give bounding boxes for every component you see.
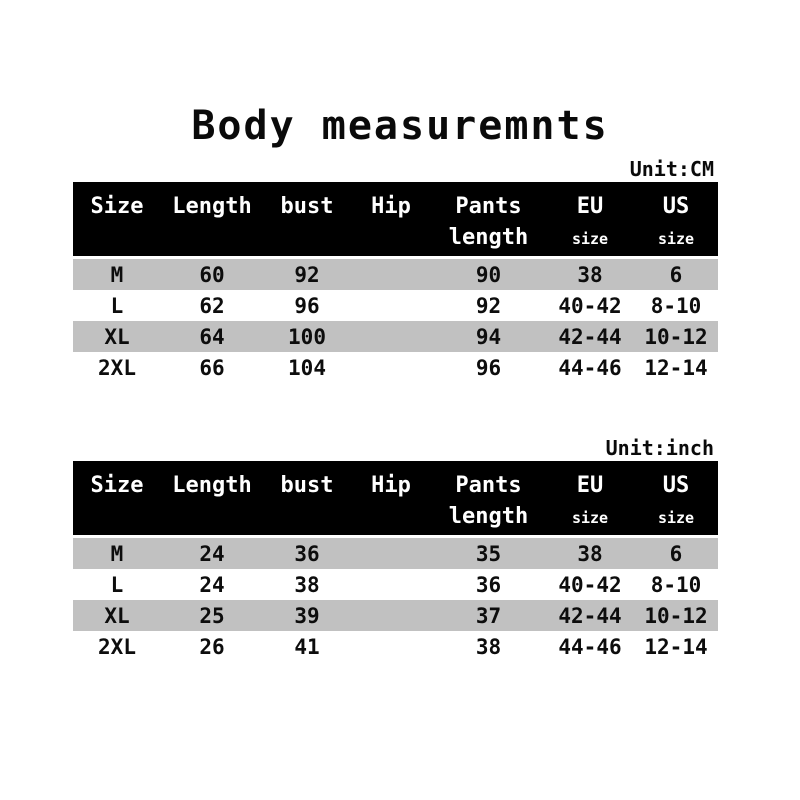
col-header-sublabel <box>351 224 431 256</box>
col-header-hip <box>351 461 431 537</box>
cell-eu-size: 44-46 <box>558 355 622 380</box>
col-header-label: bust <box>280 473 334 498</box>
cell-size: XL <box>104 603 130 628</box>
col-header-label: Pants <box>455 194 522 219</box>
cell-us-size: 8-10 <box>650 293 702 318</box>
col-header-pants-length <box>431 461 546 537</box>
col-header-label: EU <box>576 194 604 219</box>
table-row <box>73 321 718 352</box>
col-header-sublabel: size <box>657 230 695 248</box>
table-row <box>73 537 718 570</box>
col-header-sublabel <box>161 224 263 256</box>
table-row <box>73 352 718 383</box>
cell-us-size: 10-12 <box>644 324 708 349</box>
cell-us-size: 8-10 <box>650 572 702 597</box>
cell-us-size: 12-14 <box>644 634 708 659</box>
col-header-sublabel: length <box>448 504 529 529</box>
cell-size: 2XL <box>98 634 136 659</box>
cell-length: 66 <box>199 355 225 380</box>
col-header-sublabel <box>263 224 351 256</box>
cell-pants-length: 92 <box>475 293 502 318</box>
col-header-size <box>73 182 161 258</box>
cell-bust: 36 <box>294 541 320 566</box>
col-header-label: Hip <box>371 473 411 498</box>
col-header-sublabel <box>161 503 263 535</box>
cell-length: 25 <box>199 603 225 628</box>
cell-eu-size: 44-46 <box>558 634 622 659</box>
cell-pants-length: 90 <box>475 262 502 287</box>
table-row <box>73 569 718 600</box>
cell-us-size: 12-14 <box>644 355 708 380</box>
table-row <box>73 258 718 291</box>
cell-eu-size: 40-42 <box>558 293 622 318</box>
cell-length: 26 <box>199 634 225 659</box>
cell-bust: 41 <box>294 634 320 659</box>
col-header-sublabel: length <box>448 225 529 250</box>
col-header-us-size <box>634 182 718 258</box>
cell-hip <box>351 600 431 631</box>
cell-hip <box>351 569 431 600</box>
size-table-inch-section <box>73 435 718 662</box>
cell-bust: 92 <box>294 262 320 287</box>
cell-size: L <box>110 293 124 318</box>
col-header-label: bust <box>280 194 334 219</box>
cell-hip <box>351 321 431 352</box>
col-header-label: US <box>662 194 690 219</box>
cell-bust: 96 <box>294 293 320 318</box>
size-table-cm <box>73 182 718 383</box>
col-header-label: Length <box>172 473 252 498</box>
cell-eu-size: 38 <box>577 262 603 287</box>
cell-hip <box>351 352 431 383</box>
cell-us-size: 10-12 <box>644 603 708 628</box>
col-header-size <box>73 461 161 537</box>
col-header-sublabel <box>73 503 161 535</box>
cell-pants-length: 94 <box>475 324 502 349</box>
cell-size: XL <box>104 324 130 349</box>
col-header-label: EU <box>576 473 604 498</box>
cell-eu-size: 40-42 <box>558 572 622 597</box>
col-header-bust <box>263 182 351 258</box>
col-header-label: Hip <box>371 194 411 219</box>
cell-length: 24 <box>199 541 225 566</box>
header-row <box>73 461 718 537</box>
table-row <box>73 600 718 631</box>
cell-pants-length: 35 <box>475 541 502 566</box>
col-header-label: Length <box>172 194 252 219</box>
col-header-length <box>161 461 263 537</box>
col-header-length <box>161 182 263 258</box>
unit-label-cm: Unit:CM <box>629 157 714 181</box>
col-header-sublabel <box>351 503 431 535</box>
cell-length: 24 <box>199 572 225 597</box>
cell-size: L <box>110 572 124 597</box>
cell-pants-length: 37 <box>475 603 502 628</box>
col-header-eu-size <box>546 182 634 258</box>
cell-bust: 104 <box>288 355 326 380</box>
cell-bust: 39 <box>294 603 320 628</box>
col-header-sublabel <box>263 503 351 535</box>
col-header-label: Size <box>90 194 144 219</box>
cell-us-size: 6 <box>669 262 683 287</box>
cell-size: M <box>110 262 124 287</box>
cell-pants-length: 38 <box>475 634 502 659</box>
unit-label-inch: Unit:inch <box>605 436 714 460</box>
size-table-inch <box>73 461 718 662</box>
cell-hip <box>351 537 431 570</box>
page-title: Body measuremnts <box>191 103 609 149</box>
table-row <box>73 290 718 321</box>
col-header-us-size <box>634 461 718 537</box>
cell-eu-size: 42-44 <box>558 603 622 628</box>
cell-us-size: 6 <box>669 541 683 566</box>
cell-bust: 100 <box>288 324 326 349</box>
cell-length: 60 <box>199 262 225 287</box>
cell-eu-size: 42-44 <box>558 324 622 349</box>
cell-length: 64 <box>199 324 225 349</box>
header-row <box>73 182 718 258</box>
col-header-sublabel: size <box>657 509 695 527</box>
col-header-eu-size <box>546 461 634 537</box>
cell-size: M <box>110 541 124 566</box>
table-row <box>73 631 718 662</box>
col-header-pants-length <box>431 182 546 258</box>
col-header-sublabel: size <box>571 230 609 248</box>
col-header-label: US <box>662 473 690 498</box>
cell-bust: 38 <box>294 572 320 597</box>
cell-eu-size: 38 <box>577 541 603 566</box>
cell-pants-length: 96 <box>475 355 502 380</box>
col-header-label: Size <box>90 473 144 498</box>
col-header-label: Pants <box>455 473 522 498</box>
cell-length: 62 <box>199 293 225 318</box>
cell-hip <box>351 631 431 662</box>
col-header-hip <box>351 182 431 258</box>
size-table-cm-section <box>73 156 718 383</box>
cell-size: 2XL <box>98 355 136 380</box>
col-header-sublabel: size <box>571 509 609 527</box>
cell-pants-length: 36 <box>475 572 502 597</box>
cell-hip <box>351 290 431 321</box>
cell-hip <box>351 258 431 291</box>
col-header-bust <box>263 461 351 537</box>
col-header-sublabel <box>73 224 161 256</box>
